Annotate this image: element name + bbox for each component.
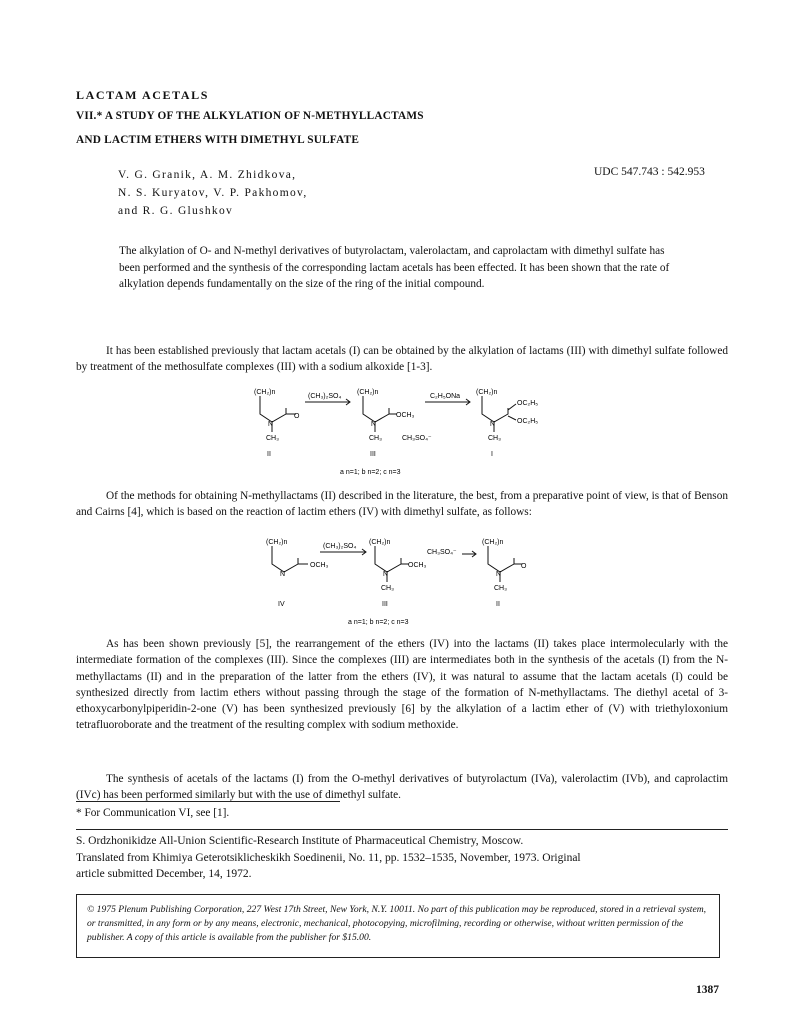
ring-group: (CH₂)n bbox=[476, 389, 498, 396]
author-line: and R. G. Glushkov bbox=[118, 205, 234, 217]
affiliation-divider bbox=[76, 829, 728, 830]
ring-nitrogen: N bbox=[490, 421, 496, 428]
affiliation-block bbox=[76, 833, 732, 883]
scheme-caption: a n=1; b n=2; c n=3 bbox=[348, 619, 409, 626]
page-number: 1387 bbox=[696, 984, 719, 996]
authors bbox=[118, 166, 308, 220]
ring-nitrogen: N bbox=[383, 571, 389, 578]
ring-group: (CH₂)n bbox=[254, 389, 276, 396]
compound-label: II bbox=[496, 601, 500, 608]
ring-group: (CH₂)n bbox=[266, 539, 288, 546]
author-line: N. S. Kuryatov, V. P. Pakhomov, bbox=[118, 187, 308, 199]
footnote-divider bbox=[76, 801, 340, 802]
scheme-caption: a n=1; b n=2; c n=3 bbox=[340, 469, 401, 476]
paragraph-2 bbox=[76, 488, 728, 521]
reagent-sodium-ethoxide: C₂H₅ONa bbox=[430, 393, 461, 400]
paragraph-text: Of the methods for obtaining N-methyllactams (II) described in the literature, the best, from a preparative point of view, is that of Benson and Cairns [4], which is based on the reaction of lactim ethers (IV) with dimethyl sulfate, as follows: bbox=[76, 490, 728, 519]
n-methyl: CH₃ bbox=[381, 585, 394, 592]
paragraph-4 bbox=[76, 771, 728, 804]
ethoxy-group: OC₂H₅ bbox=[517, 400, 539, 407]
reagent-dimethyl-sulfate: (CH₃)₂SO₄ bbox=[323, 543, 357, 550]
reagent-dimethyl-sulfate: (CH₃)₂SO₄ bbox=[308, 393, 342, 400]
n-methyl: CH₃ bbox=[488, 435, 501, 442]
copyright-notice: © 1975 Plenum Publishing Corporation, 227 West 17th Street, New York, N.Y. 10011. No part of this publication may be reproduced, stored in a retrieval system, or transmitted, in any form or by any means, electronic, mechanical, photocopying, microfilming, recording or otherwise, without written permission of the publisher. A copy of this article is available from the publisher for $15.00. bbox=[87, 904, 707, 943]
affiliation-line: article submitted December, 14, 1972. bbox=[76, 868, 252, 880]
ring-nitrogen: N bbox=[268, 421, 274, 428]
methoxy-group: OCH₃ bbox=[396, 412, 415, 419]
ring-group: (CH₂)n bbox=[482, 539, 504, 546]
abstract: The alkylation of O- and N-methyl derivatives of butyrolactam, valerolactam, and caprolactam with dimethyl sulfate has been performed and the synthesis of the corresponding lactam acetals has been effected. It has been shown that the rate of alkylation depends fundamentally on the size of the ring of the initial compound. bbox=[119, 245, 670, 290]
compound-label: III bbox=[382, 601, 388, 608]
methosulfate-anion: CH₃SO₄⁻ bbox=[427, 549, 457, 556]
n-methyl: CH₃ bbox=[494, 585, 507, 592]
reaction-scheme-1 bbox=[250, 386, 550, 478]
n-methyl: CH₃ bbox=[266, 435, 279, 442]
compound-label: I bbox=[491, 451, 493, 458]
ring-nitrogen: N bbox=[280, 571, 286, 578]
author-line: V. G. Granik, A. M. Zhidkova, bbox=[118, 169, 297, 181]
methoxy-group: OCH₃ bbox=[310, 562, 329, 569]
reaction-scheme-2 bbox=[262, 536, 542, 628]
paragraph-text: As has been shown previously [5], the rearrangement of the ethers (IV) into the lactams (II) takes place intermolecularly with the intermediate formation of the complexes (III). Since the complexes (III) are intermediates both in the synthesis of the acetals (I) from the N-methyllactams (II) and in the preparation of the latter from the ethers (IV), it was natural to assume that the lactam acetals (I) could be synthesized directly from lactim ethers without passing through the stage of the formation of N-methyllactams. The diethyl acetal of 3-ethoxycarbonylpiperidin-2-one (V) has been synthesized previously [6] by the alkylation of a lactim ether of (V) with triethyloxonium tetrafluoroborate and the treatment of the resulting complex with sodium methoxide. bbox=[76, 638, 728, 732]
article-title-line2: AND LACTIM ETHERS WITH DIMETHYL SULFATE bbox=[76, 134, 360, 146]
affiliation-line: Translated from Khimiya Geterotsiklicheskikh Soedinenii, No. 11, pp. 1532–1535, November, 1973. Original bbox=[76, 851, 581, 864]
ethoxy-group: OC₂H₅ bbox=[517, 418, 539, 425]
ring-nitrogen: N bbox=[371, 421, 377, 428]
article-title-line1: VII.* A STUDY OF THE ALKYLATION OF N-METHYLLACTAMS bbox=[76, 110, 424, 122]
paragraph-text: It has been established previously that lactam acetals (I) can be obtained by the alkylation of lactams (III) with dimethyl sulfate followed by treatment of the methosulfate complexes (III) with a sodium alkoxide [1-3]. bbox=[76, 345, 728, 374]
carbonyl-oxygen: O bbox=[521, 563, 527, 570]
copyright-box bbox=[76, 894, 720, 958]
n-methyl: CH₃ bbox=[369, 435, 382, 442]
affiliation-line: S. Ordzhonikidze All-Union Scientific-Research Institute of Pharmaceutical Chemistry, Moscow. bbox=[76, 835, 524, 847]
series-title: LACTAM ACETALS bbox=[76, 88, 209, 102]
methoxy-group: OCH₃ bbox=[408, 562, 427, 569]
ring-group: (CH₂)n bbox=[357, 389, 379, 396]
footnote: * For Communication VI, see [1]. bbox=[76, 807, 230, 819]
compound-label: II bbox=[267, 451, 271, 458]
paragraph-1 bbox=[76, 343, 728, 376]
paragraph-text: The synthesis of acetals of the lactams (I) from the O-methyl derivatives of butyrolactum (IVa), valerolactim (IVb), and caprolactim (IVc) has been performed similarly but with the use of dimethyl sulfate. bbox=[76, 773, 728, 802]
ring-nitrogen: N bbox=[496, 571, 502, 578]
carbonyl-oxygen: O bbox=[294, 413, 300, 420]
paragraph-3 bbox=[76, 636, 728, 734]
ring-group: (CH₂)n bbox=[369, 539, 391, 546]
compound-label: III bbox=[370, 451, 376, 458]
udc-code: UDC 547.743 : 542.953 bbox=[594, 166, 705, 178]
compound-label: IV bbox=[278, 601, 285, 608]
methosulfate-anion: CH₃SO₄⁻ bbox=[402, 435, 432, 442]
